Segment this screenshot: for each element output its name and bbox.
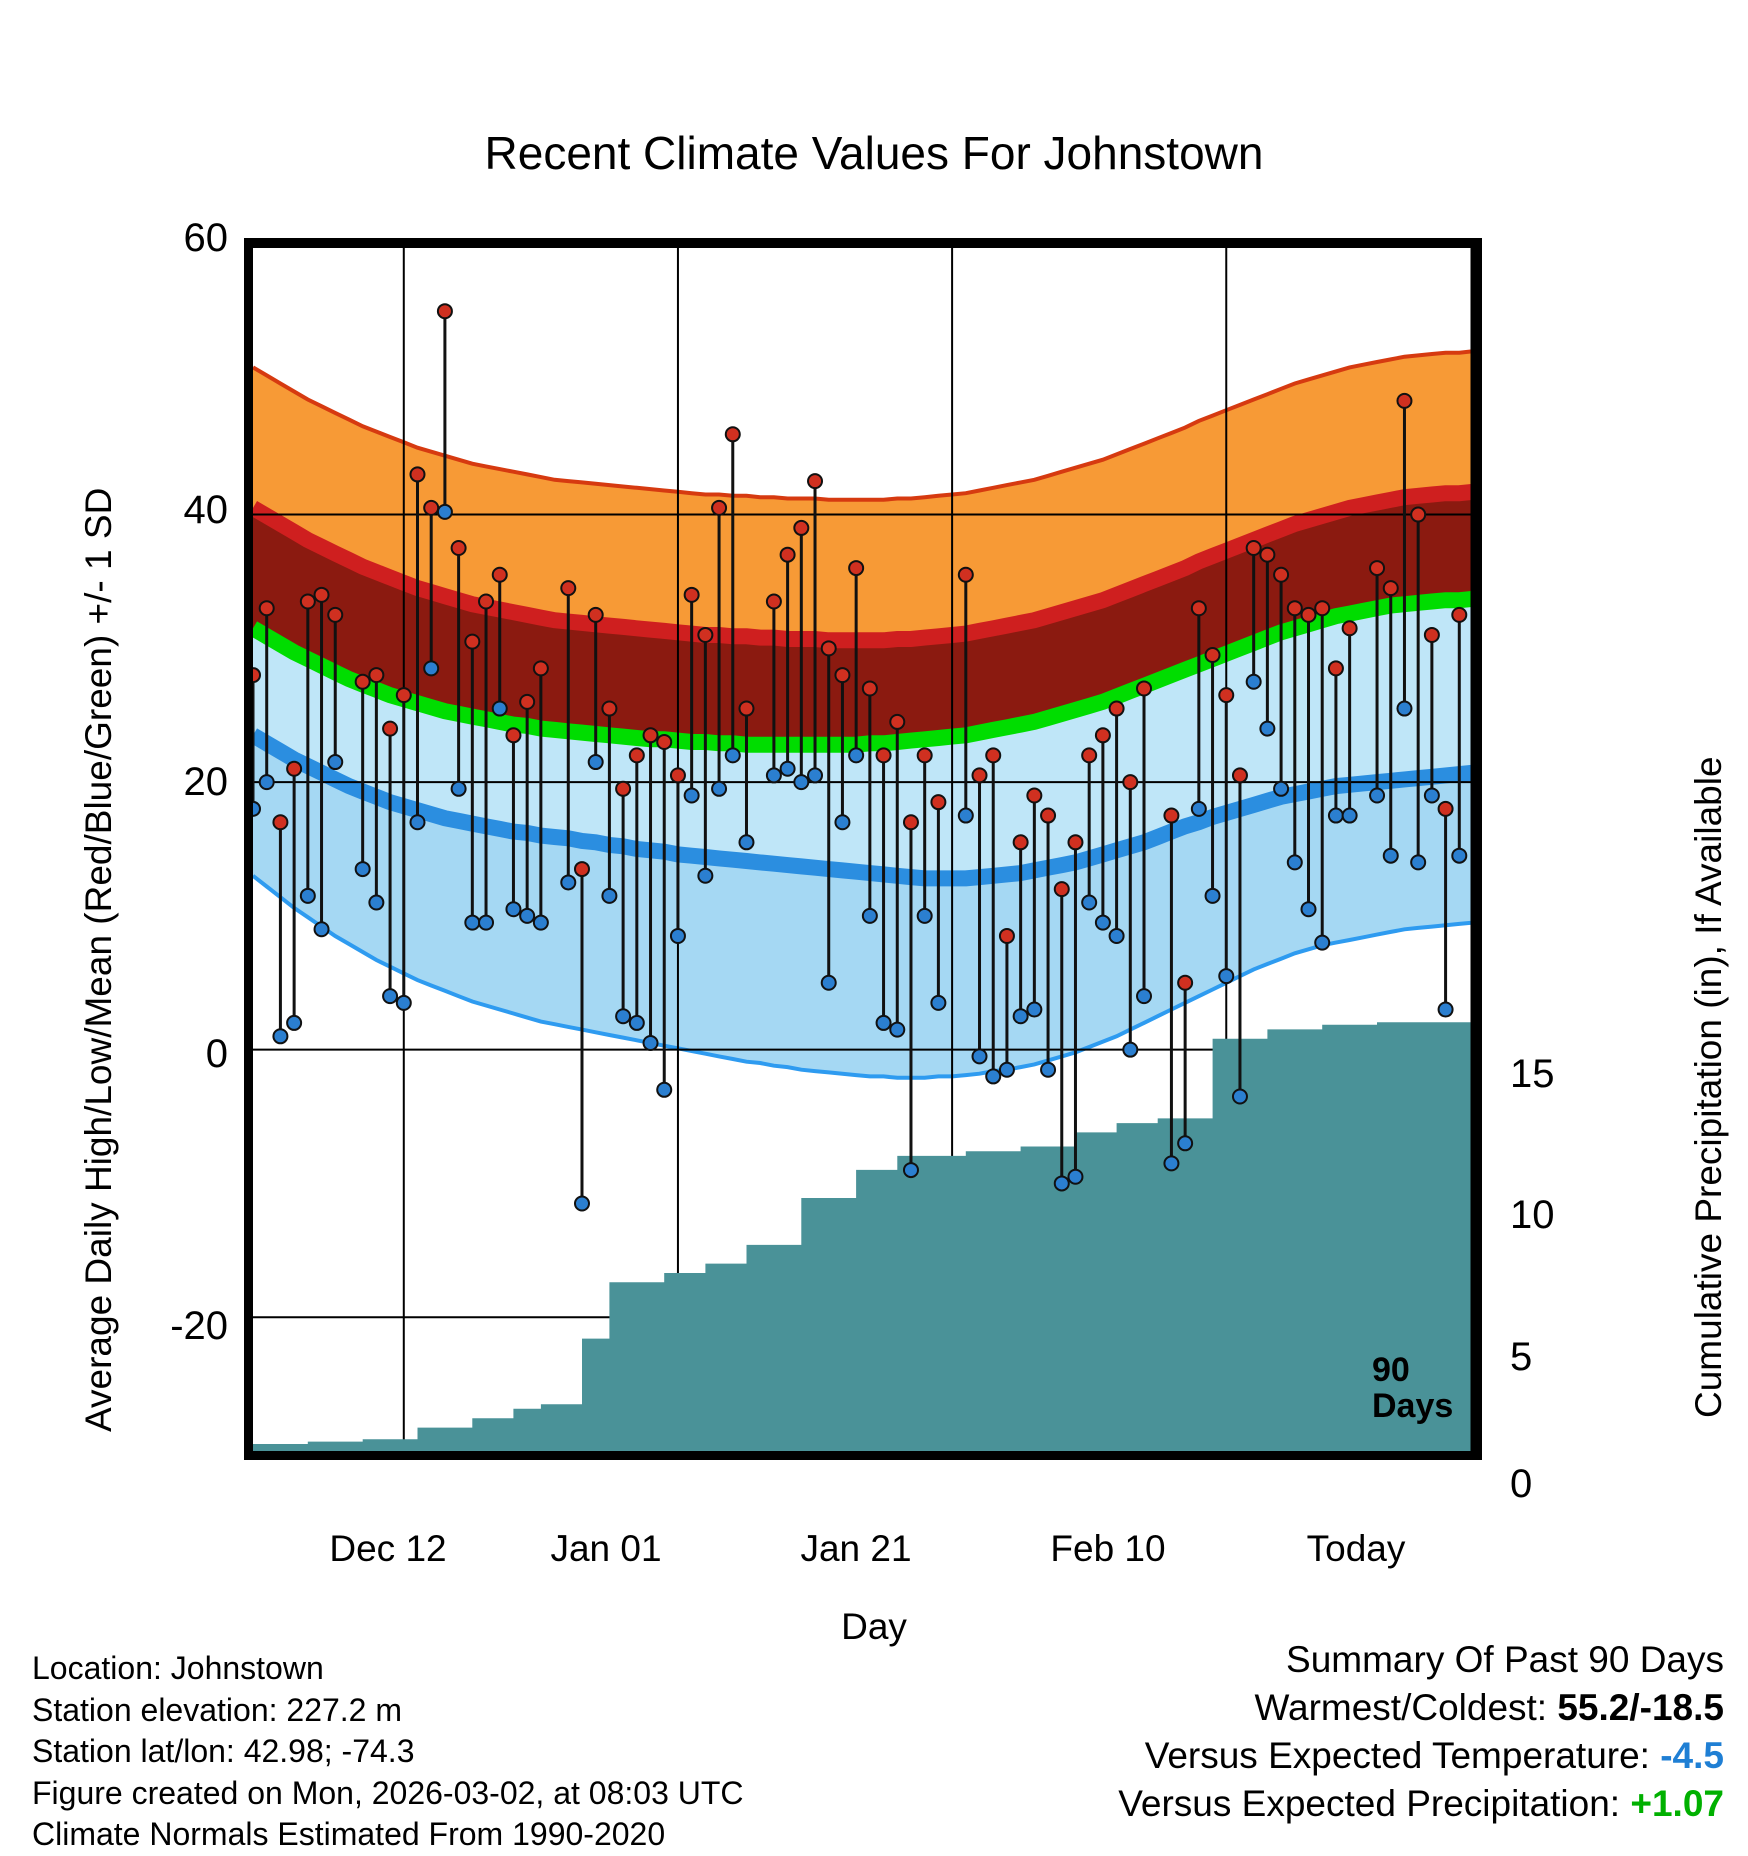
y-tick-left-20: 20 — [183, 760, 228, 804]
x-tick-today: Today — [1306, 1528, 1406, 1569]
x-tick-feb-10: Feb 10 — [1050, 1528, 1166, 1569]
y-tick-left-60: 60 — [183, 216, 228, 260]
summary-warmest-coldest — [1118, 1684, 1724, 1732]
y-axis-label-left: Average Daily High/Low/Mean (Red/Blue/Green) +/- 1 SD — [78, 487, 119, 1432]
y-tick-right-0: 0 — [1510, 1462, 1533, 1506]
footer-normals: Climate Normals Estimated From 1990-2020 — [32, 1816, 666, 1853]
y-tick-left-minus20: -20 — [170, 1304, 228, 1348]
footer-elevation: Station elevation: 227.2 m — [32, 1691, 403, 1728]
y-tick-left-0: 0 — [205, 1032, 228, 1076]
summary-warmest-coldest-value: 55.2/-18.5 — [1557, 1687, 1724, 1729]
footer-created: Figure created on Mon, 2026-03-02, at 08:03 UTC — [32, 1774, 744, 1811]
summary-panel — [1118, 1636, 1724, 1828]
summary-vs-precipitation-label: Versus Expected Precipitation: — [1118, 1783, 1621, 1825]
footer-metadata — [32, 1648, 744, 1856]
chart-canvas — [253, 247, 1473, 1451]
footer-location: Location: Johnstown — [32, 1650, 324, 1686]
summary-vs-precipitation — [1118, 1780, 1724, 1828]
y-tick-left-40: 40 — [183, 488, 228, 532]
summary-vs-temperature-value: -4.5 — [1660, 1735, 1724, 1777]
summary-vs-temperature-label: Versus Expected Temperature: — [1144, 1735, 1650, 1777]
days-marker-line2: Days — [1372, 1387, 1454, 1426]
days-marker-annotation — [1372, 1352, 1453, 1424]
y-tick-right-10: 10 — [1510, 1193, 1555, 1237]
summary-warmest-coldest-label: Warmest/Coldest: — [1254, 1687, 1548, 1729]
footer-latlon: Station lat/lon: 42.98; -74.3 — [32, 1733, 415, 1770]
x-tick-jan-01: Jan 01 — [550, 1528, 662, 1569]
summary-vs-precipitation-value: +1.07 — [1630, 1783, 1724, 1825]
days-marker-line1: 90 — [1372, 1351, 1410, 1389]
chart-plot-area — [244, 238, 1482, 1460]
page-title: Recent Climate Values For Johnstown — [484, 127, 1264, 179]
summary-vs-temperature — [1118, 1732, 1724, 1780]
summary-heading: Summary Of Past 90 Days — [1286, 1639, 1724, 1680]
x-axis-label: Day — [841, 1606, 907, 1647]
x-tick-jan-21: Jan 21 — [800, 1528, 912, 1569]
y-axis-label-right: Cumulative Precipitation (in), If Available — [1688, 756, 1729, 1418]
y-tick-right-15: 15 — [1510, 1052, 1555, 1096]
x-tick-dec-12: Dec 12 — [329, 1528, 447, 1569]
y-tick-right-5: 5 — [1510, 1335, 1533, 1379]
